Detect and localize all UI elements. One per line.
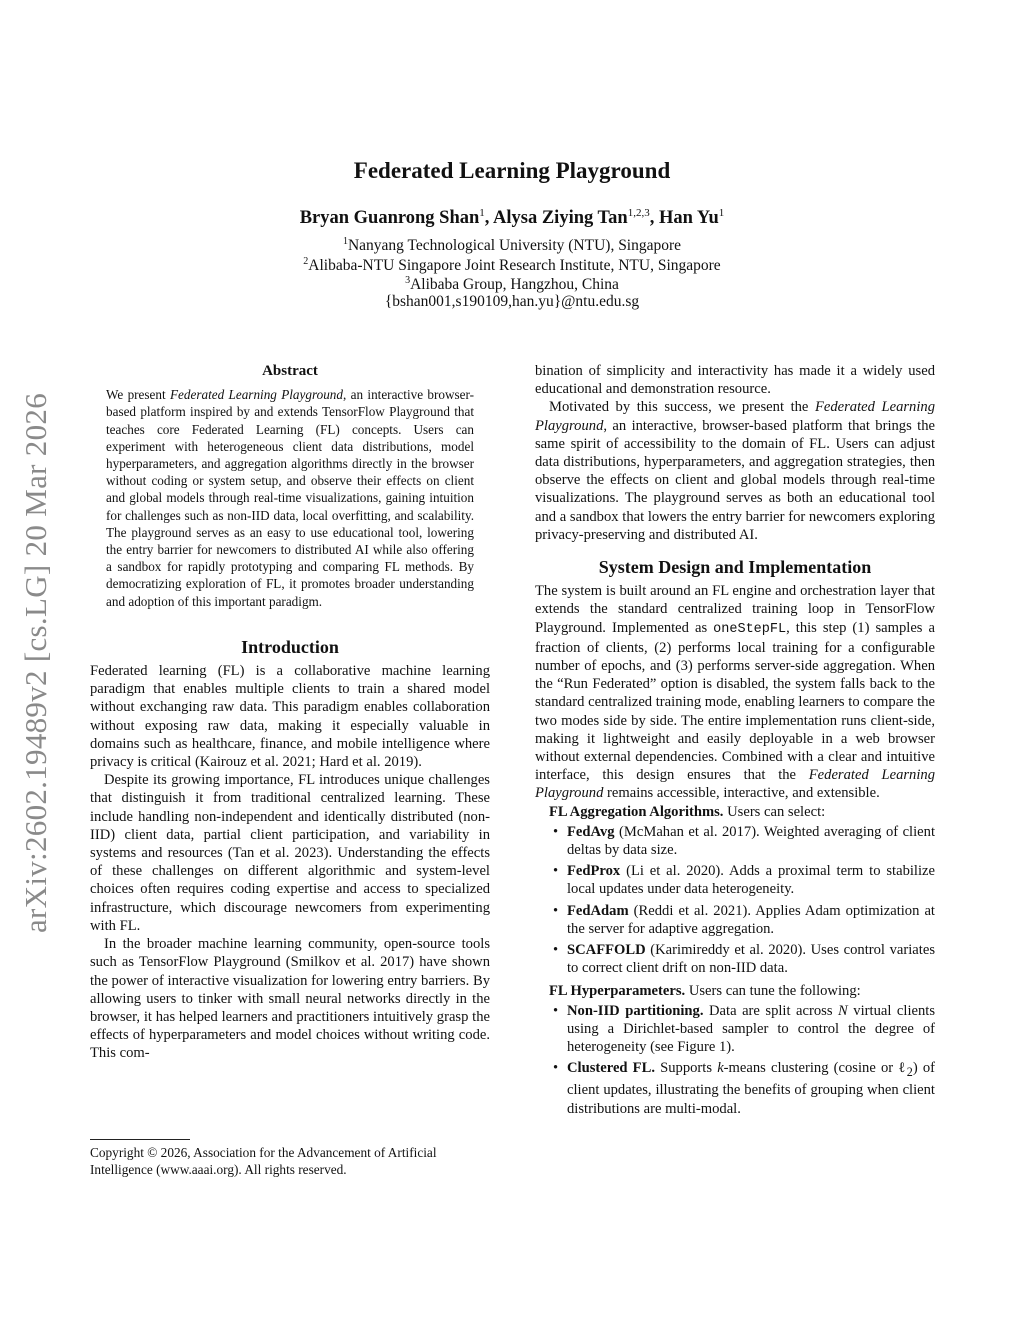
affil-text: Alibaba Group, Hangzhou, China bbox=[410, 276, 619, 294]
affil-text: Alibaba-NTU Singapore Joint Research Institute, NTU, Singapore bbox=[308, 257, 721, 275]
subsection-label: FL Aggregation Algorithms. bbox=[549, 803, 724, 820]
algorithm-name: FedProx bbox=[567, 863, 621, 880]
list-item-text: (McMahan et al. 2017). Weighted averaging of client deltas by data size. bbox=[567, 823, 935, 859]
abstract-emphasis: Federated Learning Playground bbox=[170, 387, 343, 403]
system-design-paragraph bbox=[535, 582, 935, 802]
abstract-heading: Abstract bbox=[262, 363, 318, 379]
affil-mark: 2 bbox=[303, 256, 309, 267]
algorithm-name: FedAdam bbox=[567, 902, 629, 919]
author-affil-mark: 1 bbox=[718, 207, 725, 219]
list-item bbox=[535, 1059, 935, 1118]
code-identifier: oneStepFL bbox=[713, 621, 787, 637]
abstract-text: We present bbox=[106, 387, 170, 403]
list-item-text: -means clustering (cosine or bbox=[723, 1060, 899, 1077]
motivation-paragraph bbox=[535, 398, 935, 544]
intro-continuation: bination of simplicity and interactivity has made it a widely used educational and demonstration resource. bbox=[535, 363, 935, 398]
list-item bbox=[535, 823, 935, 859]
list-item-text: (Li et al. 2020). Adds a proximal term to stabilize local updates under data heterogeneity. bbox=[567, 863, 935, 898]
emphasis-text: Federated Learning Playground bbox=[535, 399, 935, 434]
intro-paragraph-3: In the broader machine learning community, open-source tools such as TensorFlow Playground (Smilkov et al. 2017) have shown the power of interactive visualization for lowering entry barriers. By allowing users to tinker with small neural networks directly in the browser, it has helped learners and practitioners intuitively grasp the effects of hyperparameters and model choices without writing code. This com- bbox=[90, 936, 490, 1062]
body-text: Motivated by this success, we present the bbox=[549, 399, 815, 416]
list-item-text: (Karimireddy et al. 2020). Uses control variates to correct client drift on non-IID data. bbox=[567, 942, 935, 977]
affiliation-1 bbox=[0, 236, 1024, 255]
body-text: Users can select: bbox=[723, 803, 826, 820]
math-symbol: k bbox=[717, 1060, 724, 1077]
right-column bbox=[535, 362, 935, 1122]
author-name: Alysa Ziying Tan bbox=[493, 208, 628, 229]
list-item-text: ) of client updates, illustrating the benefits of grouping when client distributions are multi-modal. bbox=[567, 1060, 935, 1117]
body-text: Users can tune the following: bbox=[685, 982, 861, 999]
system-design-heading: System Design and Implementation bbox=[598, 557, 872, 578]
affiliation-2 bbox=[0, 256, 1024, 275]
aggregation-intro bbox=[535, 803, 935, 821]
hyperparameters-intro bbox=[535, 982, 935, 1000]
left-column bbox=[90, 362, 490, 1063]
math-symbol: N bbox=[838, 1002, 848, 1019]
list-item bbox=[535, 1002, 935, 1057]
body-text: The system is built around an FL engine and orchestration layer that extends the standard centralized training loop in TensorFlow Playground. Implemented as bbox=[535, 583, 935, 636]
subsection-label: FL Hyperparameters. bbox=[549, 982, 686, 999]
list-item-text: Supports bbox=[654, 1060, 718, 1077]
author-email: {bshan001,s190109,han.yu}@ntu.edu.sg bbox=[384, 293, 640, 310]
abstract-body bbox=[106, 386, 474, 610]
author-affil-mark: 1,2,3 bbox=[627, 207, 650, 219]
math-symbol: ℓ bbox=[898, 1060, 907, 1077]
affil-mark: 1 bbox=[342, 236, 348, 247]
algorithm-name: FedAvg bbox=[567, 823, 615, 840]
list-item-text: (Reddi et al. 2021). Applies Adam optimization at the server for adaptive aggregation. bbox=[567, 902, 935, 937]
arxiv-identifier bbox=[8, 368, 64, 958]
paper-title: Federated Learning Playground bbox=[353, 158, 671, 183]
list-item-text: Data are split across bbox=[703, 1002, 839, 1019]
footnote-rule bbox=[90, 1139, 190, 1140]
author-name: Han Yu bbox=[658, 208, 719, 229]
hyperparameter-list bbox=[535, 1002, 935, 1118]
emphasis-text: Federated Learning Playground bbox=[535, 767, 935, 802]
body-text: remains accessible, interactive, and extensible. bbox=[603, 785, 880, 802]
list-item bbox=[535, 862, 935, 898]
author-name: Bryan Guanrong Shan bbox=[299, 208, 480, 229]
author-affil-mark: 1 bbox=[479, 207, 485, 219]
affil-mark: 3 bbox=[405, 275, 411, 286]
intro-paragraph-1: Federated learning (FL) is a collaborative machine learning paradigm that enables multiple clients to train a shared model without exchanging raw data. This paradigm enables collaboration without exposing raw data, making it especially valuable in domains such as healthcare, finance, and mobile intelligence where privacy is critical (Kairouz et al. 2021; Hard et al. 2019). bbox=[90, 663, 490, 771]
copyright-footnote: Copyright © 2026, Association for the Advancement of Artificial Intelligence (www.aaai.org). All rights reserved. bbox=[90, 1145, 437, 1177]
affiliation-3 bbox=[0, 275, 1024, 294]
math-subscript: 2 bbox=[906, 1065, 913, 1080]
abstract-text: , an interactive browser-based platform inspired by and extends TensorFlow Playground that teaches core Federated Learning (FL) concepts. Users can experiment with heterogeneous client data distributions, model hyperparameters, and aggregation algorithms directly in the browser without coding or system setup, and observe their effects on client and global models through real-time visualizations, gaining intuition for challenges such as non-IID data, local overfitting, and scalability. The playground serves as an easy to use educational tool, lowering the entry barrier for newcomers to distributed AI while also offering a sandbox for rapidly prototyping and comparing FL methods. By democratizing exploration of FL, it promotes broader understanding and adoption of this important paradigm. bbox=[106, 387, 474, 609]
hyperparameter-name: Non-IID partitioning. bbox=[567, 1002, 704, 1019]
list-item bbox=[535, 902, 935, 938]
intro-heading: Introduction bbox=[241, 636, 339, 657]
affil-text: Nanyang Technological University (NTU), Singapore bbox=[347, 237, 682, 255]
intro-paragraph-2: Despite its growing importance, FL introduces unique challenges that distinguish it from traditional centralized learning. These include handling non-independent and identically distributed (non-IID) client data, partial client participation, and variability in systems and resources (Tan et al. 2023). Understanding the effects of these challenges on different algorithmic and system-level choices often requires coding expertise and access to specialized infrastructure, which discourage newcomers from experimenting with FL. bbox=[90, 772, 490, 934]
author-list: Bryan Guanrong Shan$^1$, Alysa Ziying Tan$^{1,2,3}$, Han Yu$^1$ bbox=[299, 207, 725, 229]
arxiv-id-text: arXiv:2602.19489v2 [cs.LG] 20 Mar 2026 bbox=[18, 392, 54, 934]
list-item bbox=[535, 941, 935, 977]
aggregation-list bbox=[535, 823, 935, 978]
hyperparameter-name: Clustered FL. bbox=[567, 1060, 655, 1077]
list-item-text: virtual clients using a Dirichlet-based sampler to control the degree of heterogeneity (see Figure 1). bbox=[567, 1002, 936, 1056]
body-text: , this step (1) samples a fraction of clients, (2) performs local training for a configurable number of epochs, and (3) performs server-side aggregation. When the “Run Federated” option is disabled, the system falls back to the standard centralized training mode, enabling learners to compare the two modes side by side. The entire implementation runs client-side, making it lightweight and easily deployable in a web browser without external dependencies. Combined with a clear and intuitive interface, this design ensures that the bbox=[535, 619, 935, 784]
algorithm-name: SCAFFOLD bbox=[567, 942, 646, 959]
body-text: , an interactive, browser-based platform that brings the same spirit of accessibility to the domain of FL. Users can adjust data distributions, hyperparameters, and aggregation strategies, then observe the effects on client and global models through real-time visualizations. The playground serves as both an educational tool and a sandbox that lowers the entry barrier for newcomers exploring privacy-preserving and distributed AI. bbox=[535, 417, 935, 543]
